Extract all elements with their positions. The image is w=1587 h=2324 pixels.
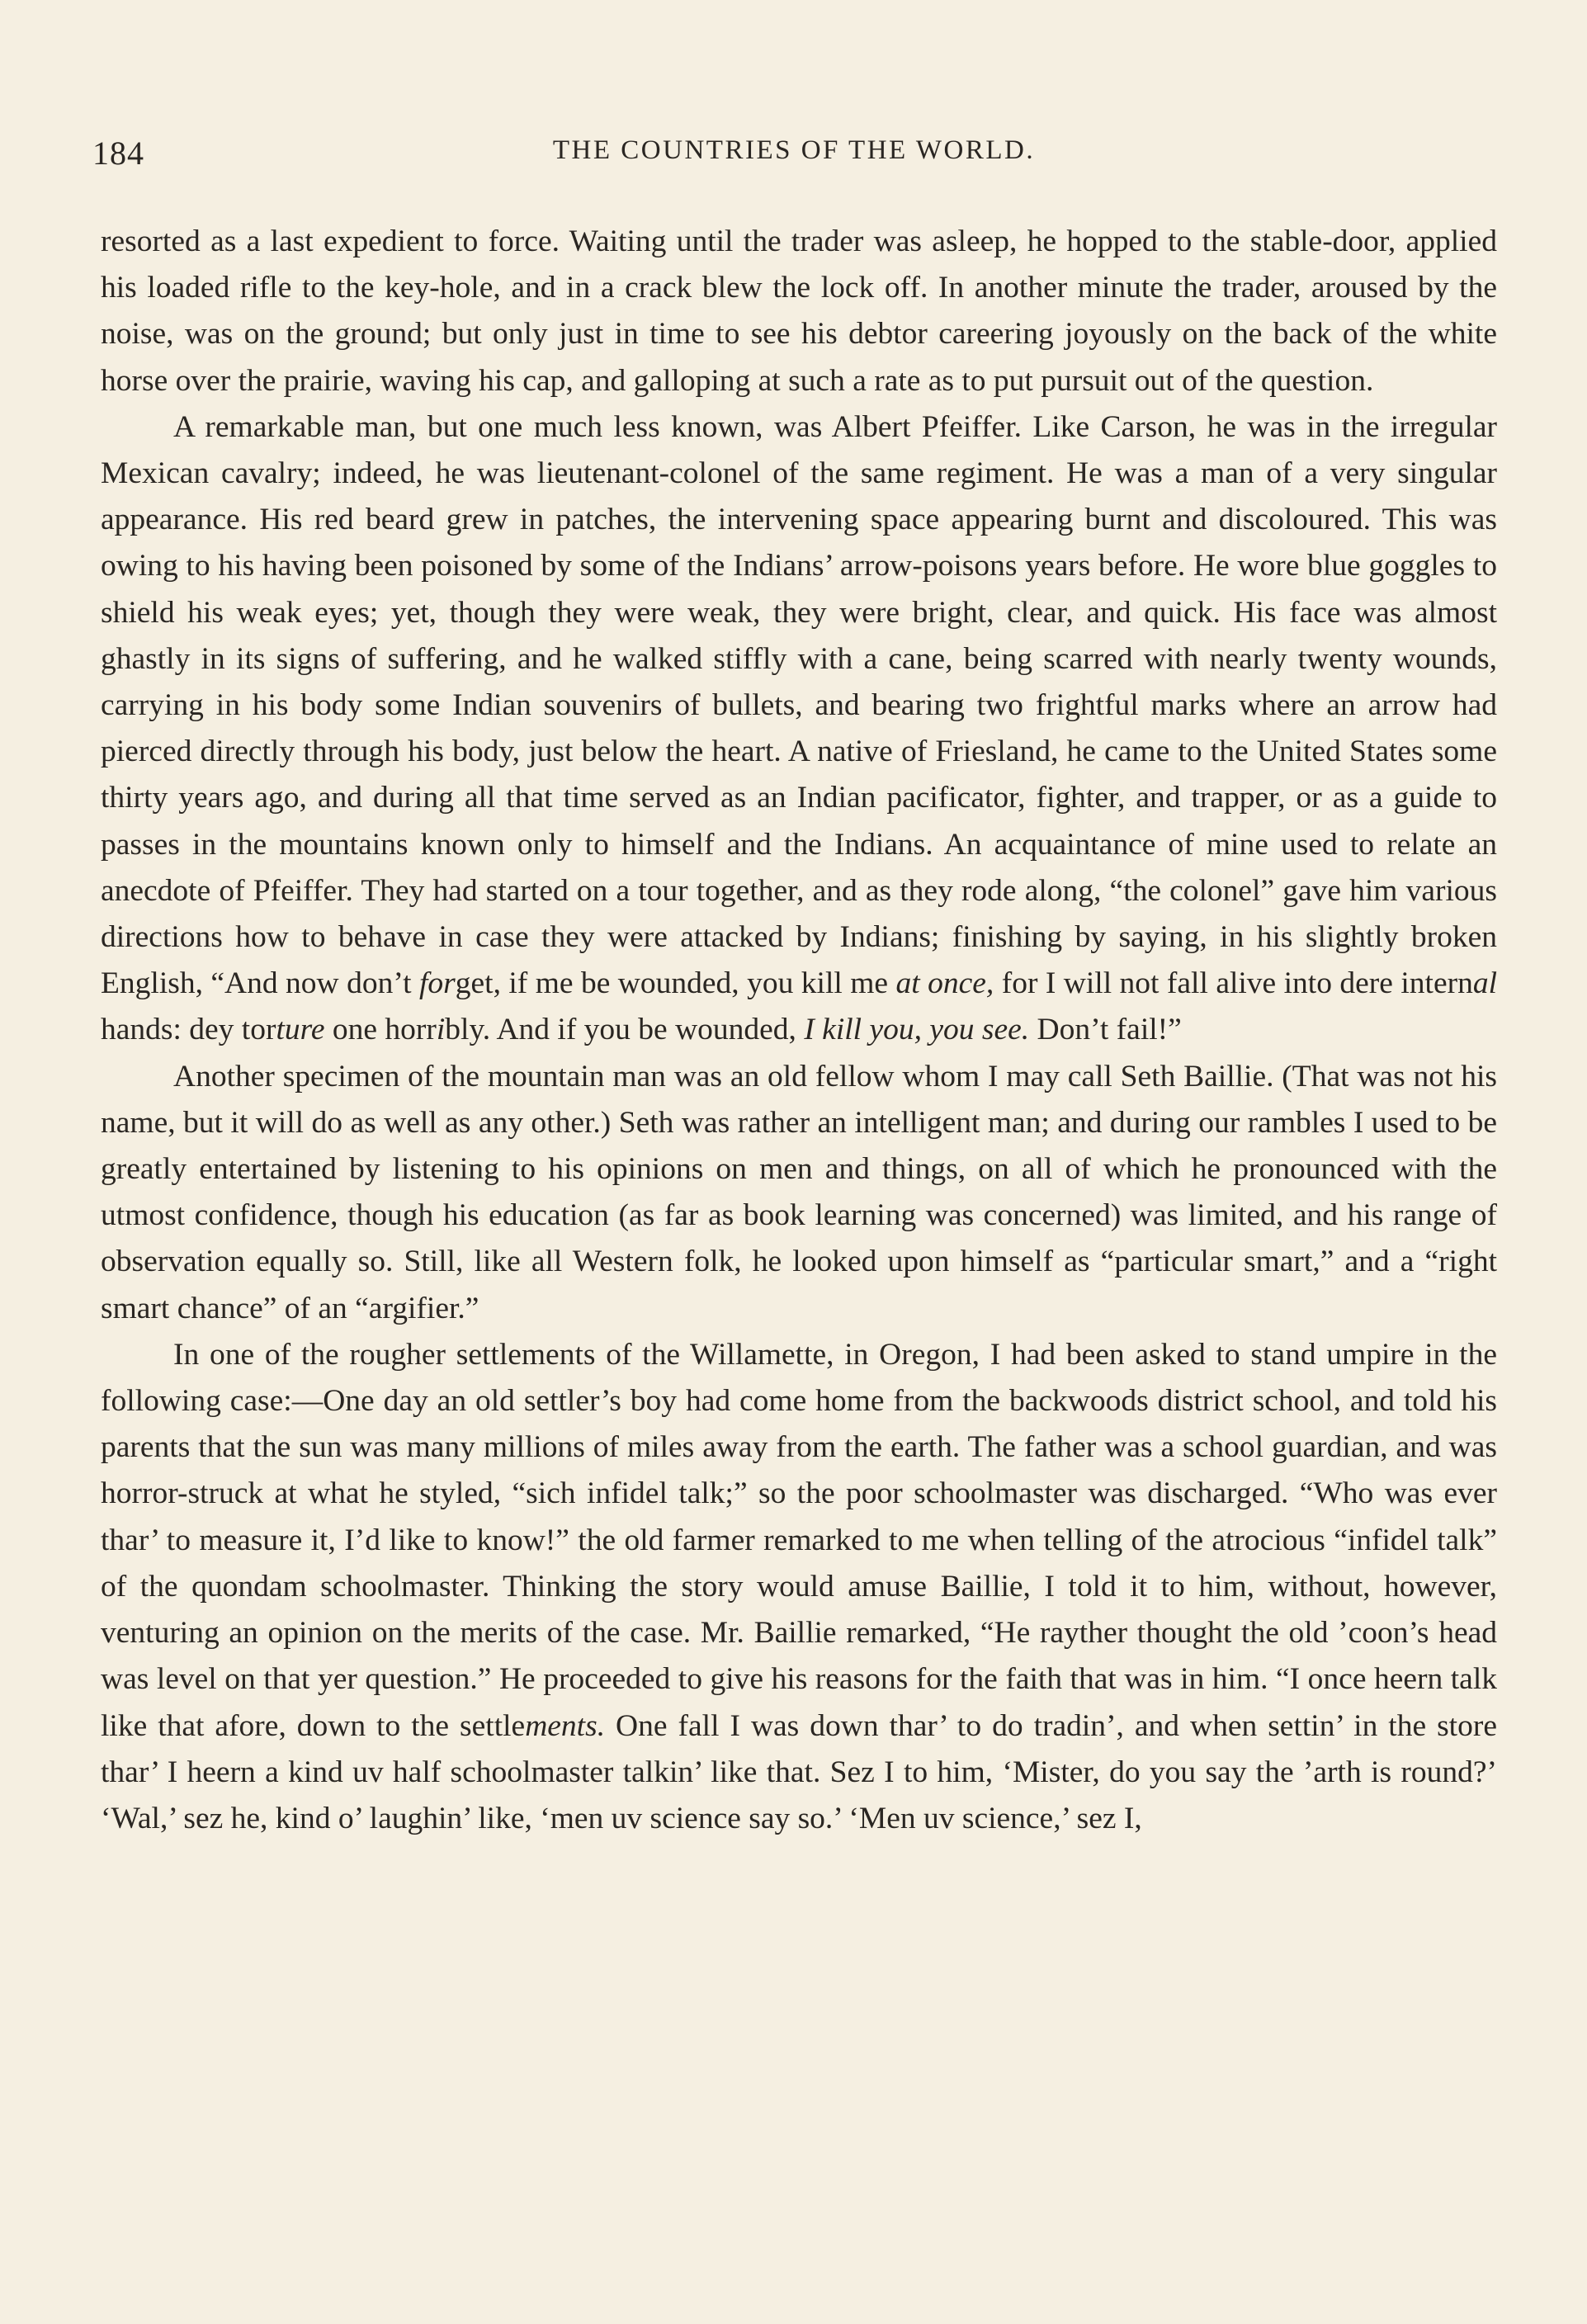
text-run: In one of the rougher settlements of the Willamette, in Oregon, I had been asked to stand umpire in the following case:—One day an old settler’s boy had come home from the backwoods district school, and told his parents that the sun was many millions of miles away from the earth. The father was a school guardian, and was horror-struck at what he styled, “sich infidel talk;” so the poor schoolmaster was discharged. “Who was ever thar’ to measure it, I’d like to know!” the old farmer remarked to me when telling of the atrocious “infidel talk” of the quondam schoolmaster. Thinking the story would amuse Baillie, I told it to him, without, however, venturing an opinion on the merits of the case. Mr. Baillie remarked, “He rayther thought the old ’coon’s head was level on that yer question.” He proceeded to give his reasons for the faith that was in him. “I once heern talk like that afore, down to the settle (101, 1337, 1497, 1743)
paragraph-continued (101, 219, 1497, 404)
text-run: one horr (324, 1013, 437, 1047)
text-run: Another specimen of the mountain man was an old fellow whom I may call Seth Baillie. (That was not his name, but it will do as well as any other.) Seth was rather an intelligent man; and during our rambles I used to be greatly entertained by listening to his opinions on men and things, on all of which he pronounced with the utmost confidence, though his education (as far as book learning was concerned) was limited, and his range of observation equally so. Still, like all Western folk, he looked upon himself as “particular smart,” and a “right smart chance” of an “argifier.” (101, 1059, 1497, 1325)
italic-text: I kill you, you see. (804, 1013, 1030, 1047)
italic-text: al (1472, 966, 1498, 1001)
text-run: for I will not fall alive into dere intern (994, 966, 1473, 1001)
text-run: get, if me be wounded, you kill me (455, 966, 896, 1001)
paragraph-willamette (101, 1332, 1497, 1842)
text-run: bly. And if you be wounded, (445, 1013, 805, 1047)
text-run: hands: dey tor (101, 1013, 276, 1047)
text-run: A remarkable man, but one much less known, was Albert Pfeiffer. Like Carson, he was in the irregular Mexican cavalry; indeed, he was lieutenant-colonel of the same regiment. He was a man of a very singular appearance. His red beard grew in patches, the intervening space appearing burnt and discoloured. This was owing to his having been poisoned by some of the Indians’ arrow-poisons years before. He wore blue goggles to shield his weak eyes; yet, though they were weak, they were bright, clear, and quick. His face was almost ghastly in its signs of suffering, and he walked stiffly with a cane, being scarred with nearly twenty wounds, carrying in his body some Indian souvenirs of bullets, and bearing two frightful marks where an arrow had pierced directly through his body, just below the heart. A native of Friesland, he came to the United States some thirty years ago, and during all that time served as an Indian pacificator, fighter, and trapper, or as a guide to passes in the mountains known only to himself and the Indians. An acquaintance of mine used to relate an anecdote of Pfeiffer. They had started on a tour together, and as they rode along, “the colonel” gave him various directions how to behave in case they were attacked by Indians; finishing by saying, in his slightly broken English, “And now don’t (101, 409, 1497, 1001)
italic-text: ments. (525, 1708, 606, 1743)
text-run: resorted as a last expedient to force. Waiting until the trader was asleep, he hopped to the stable-door, applied his loaded rifle to the key-hole, and in a crack blew the lock off. In another minute the trader, aroused by the noise, was on the ground; but only just in time to see his debtor careering joyously on the back of the white horse over the prairie, waving his cap, and galloping at such a rate as to put pursuit out of the question. (101, 224, 1497, 398)
paragraph-pfeiffer (101, 404, 1497, 1054)
paragraph-seth-baillie (101, 1054, 1497, 1332)
italic-text: ture (276, 1013, 325, 1047)
running-title: THE COUNTRIES OF THE WORLD. (552, 135, 1036, 165)
italic-text: i (436, 1013, 446, 1047)
text-run: Don’t fail!” (1029, 1013, 1182, 1047)
text-run: One fall I was down thar’ to do tradin’, and when settin’ in the store thar’ I heern a kind uv half schoolmaster talkin’ like that. Sez I to him, ‘Mister, do you say the ’arth is round?’ ‘Wal,’ sez he, kind o’ laughin’ like, ‘men uv science say so.’ ‘Men uv science,’ sez I, (101, 1708, 1497, 1835)
running-head (92, 134, 1495, 175)
italic-text: for (419, 966, 456, 1001)
body-text (101, 219, 1497, 1842)
italic-text: at once, (895, 966, 994, 1001)
page-number: 184 (92, 135, 144, 172)
